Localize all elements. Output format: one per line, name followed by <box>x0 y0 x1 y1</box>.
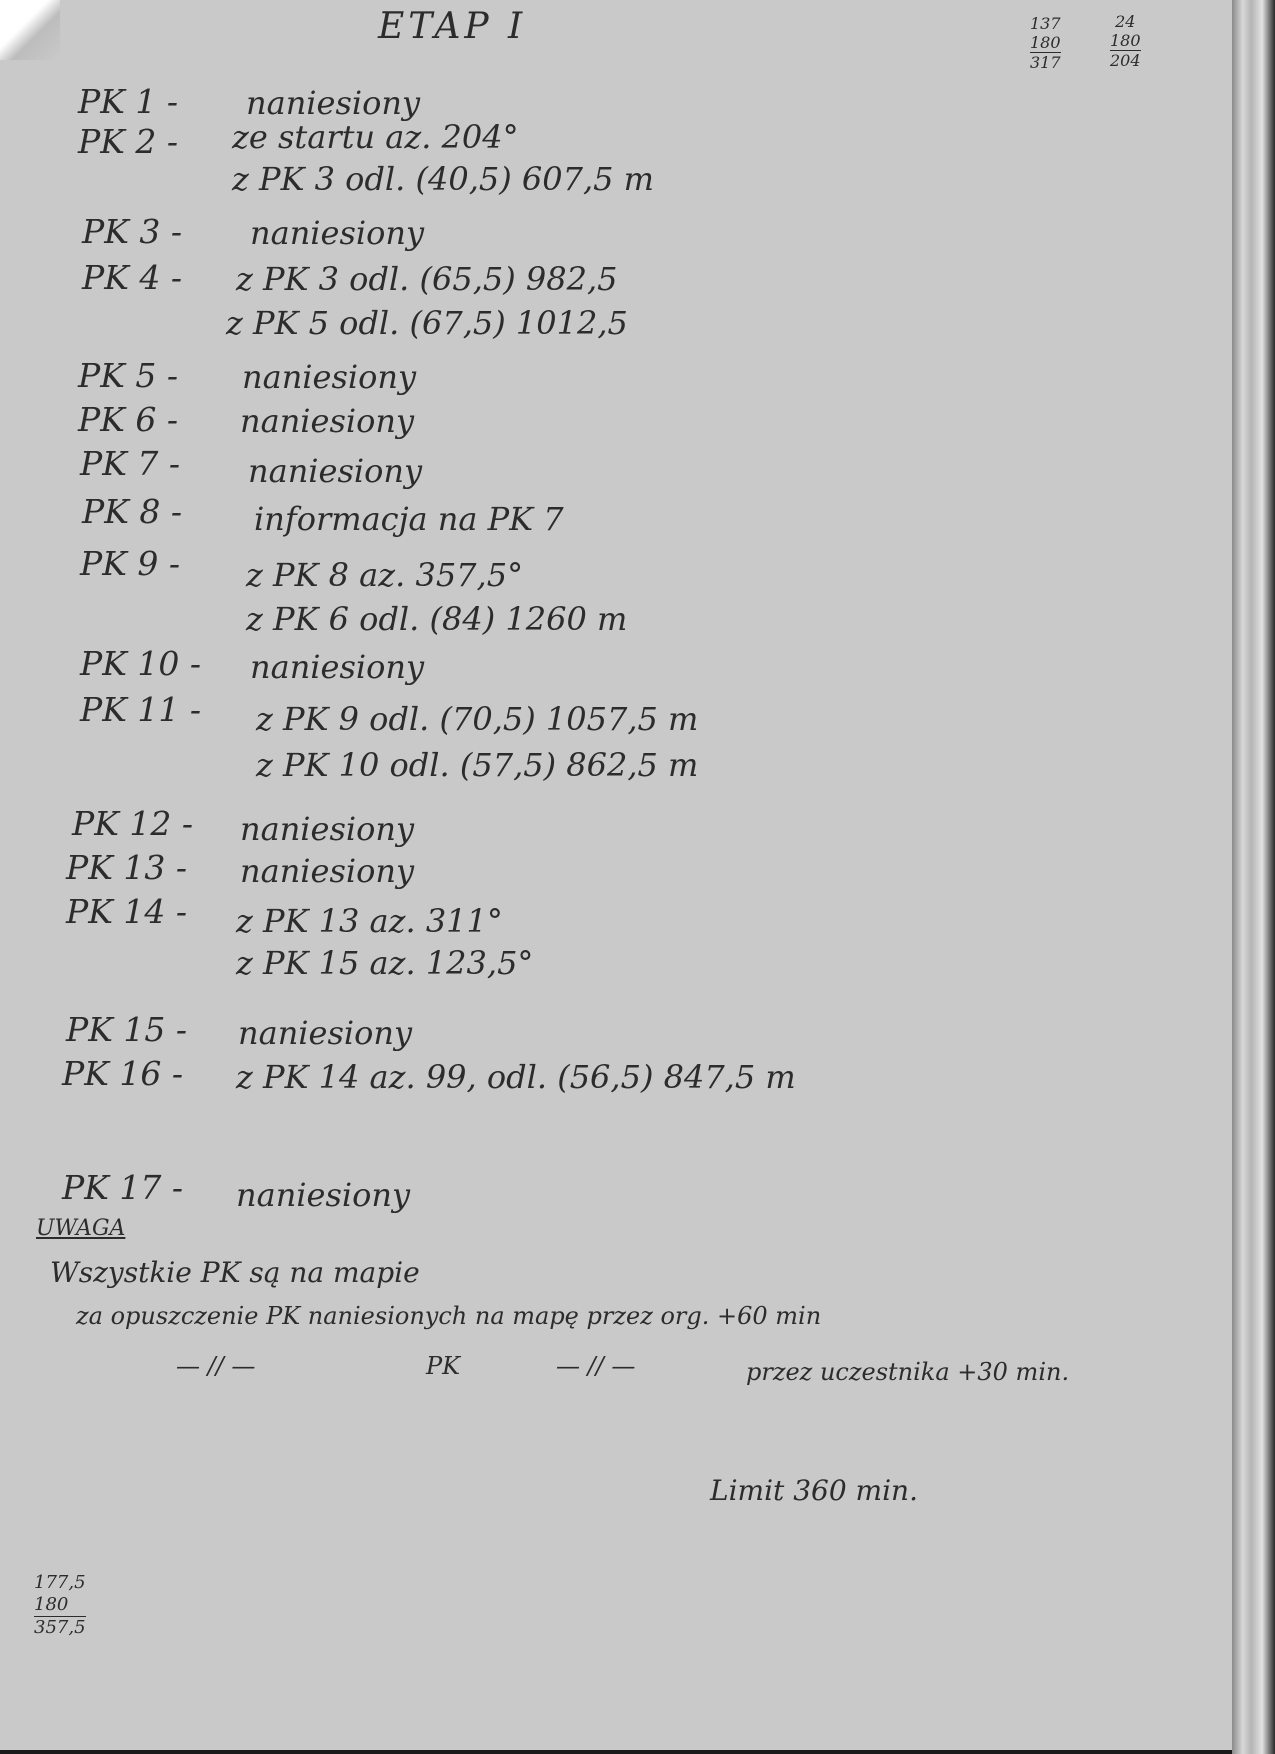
page-title: ETAP I <box>378 6 527 47</box>
pk-label: PK 12 - <box>72 804 193 843</box>
pk-line: z PK 6 odl. (84) 1260 m <box>246 600 628 638</box>
pk-line: z PK 3 odl. (65,5) 982,5 <box>236 260 618 298</box>
pk-line: naniesiony <box>236 1176 411 1214</box>
pk-label: PK 8 - <box>82 492 182 531</box>
pk-line: naniesiony <box>250 648 425 686</box>
pk-line: z PK 10 odl. (57,5) 862,5 m <box>256 746 699 784</box>
pk-line: z PK 13 az. 311° <box>236 902 503 940</box>
pk-label: PK 3 - <box>82 212 182 251</box>
warning-heading: UWAGA <box>36 1216 126 1241</box>
margin-calc-2: 24 180 204 <box>1110 12 1141 70</box>
pk-label: PK 7 - <box>80 444 180 483</box>
pk-line: naniesiony <box>238 1014 413 1052</box>
pk-line: z PK 9 odl. (70,5) 1057,5 m <box>256 700 699 738</box>
pk-label: PK 1 - <box>78 82 178 121</box>
pk-label: PK 6 - <box>78 400 178 439</box>
pk-line: naniesiony <box>240 810 415 848</box>
pk-label: PK 17 - <box>62 1168 183 1207</box>
pk-label: PK 16 - <box>62 1054 183 1093</box>
pk-line: z PK 3 odl. (40,5) 607,5 m <box>232 160 655 198</box>
pk-line: z PK 14 az. 99, odl. (56,5) 847,5 m <box>236 1058 796 1096</box>
pk-line: naniesiony <box>240 402 415 440</box>
pk-line: z PK 15 az. 123,5° <box>236 944 534 982</box>
warning-line: Wszystkie PK są na mapie <box>50 1256 420 1289</box>
time-limit: Limit 360 min. <box>710 1474 918 1507</box>
pk-label: PK 14 - <box>66 892 187 931</box>
warning-line: PK <box>426 1352 461 1380</box>
pk-label: PK 13 - <box>66 848 187 887</box>
pk-label: PK 5 - <box>78 356 178 395</box>
margin-calc-1: 137 180 317 <box>1030 14 1061 72</box>
page-edge <box>1232 0 1275 1754</box>
pk-label: PK 10 - <box>80 644 201 683</box>
margin-calc-bottom: 177,5 180 357,5 <box>34 1572 86 1638</box>
pk-label: PK 15 - <box>66 1010 187 1049</box>
pk-line: informacja na PK 7 <box>254 500 564 538</box>
pk-line: naniesiony <box>240 852 415 890</box>
pk-line: z PK 5 odl. (67,5) 1012,5 <box>226 304 628 342</box>
pk-label: PK 4 - <box>82 258 182 297</box>
warning-line: — // — <box>556 1352 636 1380</box>
pk-line: ze startu az. 204° <box>232 118 519 156</box>
pk-line: naniesiony <box>248 452 423 490</box>
warning-line: przez uczestnika +30 min. <box>746 1358 1070 1386</box>
warning-line: za opuszczenie PK naniesionych na mapę przez org. +60 min <box>76 1302 822 1330</box>
pk-line: z PK 8 az. 357,5° <box>246 556 524 594</box>
pk-label: PK 2 - <box>78 122 178 161</box>
pk-line: naniesiony <box>250 214 425 252</box>
pk-line: naniesiony <box>246 84 421 122</box>
warning-line: — // — <box>176 1352 256 1380</box>
pk-line: naniesiony <box>242 358 417 396</box>
pk-label: PK 11 - <box>80 690 201 729</box>
pk-label: PK 9 - <box>80 544 180 583</box>
corner-fold <box>0 0 60 60</box>
